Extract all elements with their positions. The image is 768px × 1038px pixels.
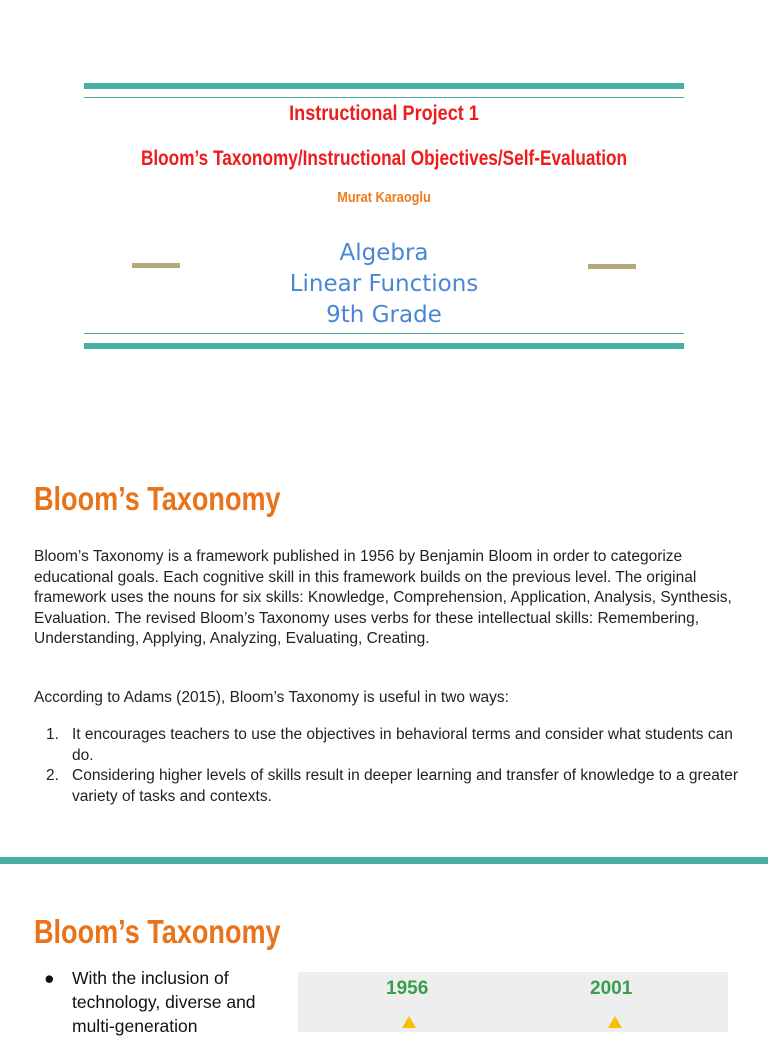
title-top-thick-bar	[84, 83, 684, 89]
section1-list	[34, 725, 739, 807]
bullet-dot: ●	[44, 968, 55, 988]
section1-paragraph1: Bloom’s Taxonomy is a framework published in 1956 by Benjamin Bloom in order to categorize educational goals. Each cognitive skill in this framework builds on the previous level. The original framework uses the nouns for six skills: Knowledge, Comprehension, Application, Analysis, Synthesis, Evaluation. The revised Bloom’s Taxonomy uses verbs for these intellectual skills: Remembering, Understanding, Applying, Analyzing, Evaluating, Creating.	[34, 548, 732, 647]
course-subject: Algebra	[339, 240, 429, 266]
right-decor-dash	[588, 264, 636, 269]
left-decor-dash	[132, 263, 180, 268]
project-title: Instructional Project 1	[289, 102, 479, 125]
course-grade: 9th Grade	[326, 302, 442, 328]
course-topic: Linear Functions	[289, 271, 479, 297]
list-item-number: 1.	[46, 726, 59, 743]
title-bottom-thin-line	[84, 333, 684, 334]
triangle-marker-icon	[608, 1016, 622, 1028]
title-bottom-thick-bar	[84, 343, 684, 349]
triangle-marker-icon	[402, 1016, 416, 1028]
section1-heading: Bloom’s Taxonomy	[34, 480, 281, 517]
list-item-number: 2.	[46, 767, 59, 784]
list-item	[34, 725, 739, 766]
list-item	[34, 766, 739, 807]
list-item-text: It encourages teachers to use the objectives in behavioral terms and consider what students can do.	[72, 726, 733, 764]
title-top-thin-line	[84, 97, 684, 98]
project-subtitle: Bloom’s Taxonomy/Instructional Objectives/Self-Evaluation	[140, 147, 628, 170]
list-item-text: Considering higher levels of skills result in deeper learning and transfer of knowledge to a greater variety of tasks and contexts.	[72, 767, 739, 805]
slide-divider-bar	[0, 857, 768, 864]
author-name: Murat Karaoglu	[337, 189, 431, 206]
taxonomy-timeline-image	[298, 972, 728, 1032]
section2-heading: Bloom’s Taxonomy	[34, 913, 281, 950]
bullet-text: With the inclusion of technology, diverse and multi-generation	[72, 968, 256, 1036]
section1-paragraph2: According to Adams (2015), Bloom’s Taxonomy is useful in two ways:	[34, 689, 509, 706]
year-2001-label: 2001	[590, 978, 633, 999]
year-1956-label: 1956	[386, 978, 429, 999]
